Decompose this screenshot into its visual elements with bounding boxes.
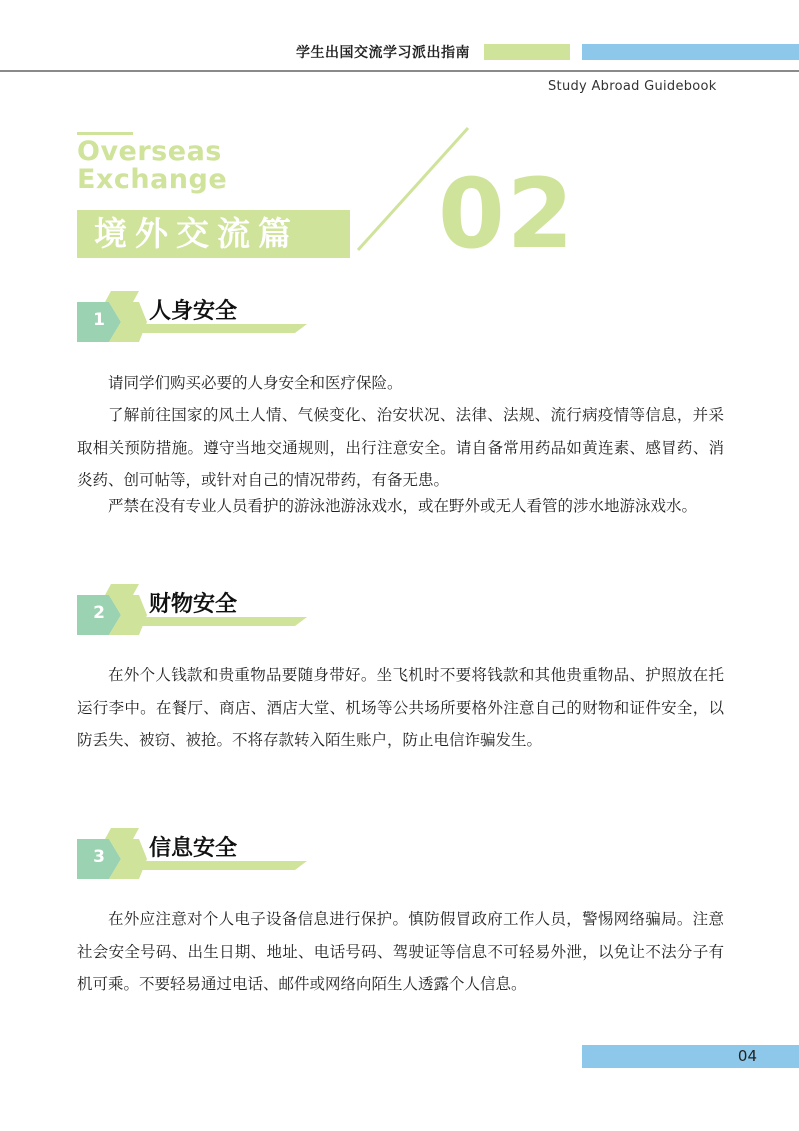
- header-divider: [0, 70, 799, 72]
- section-number: 3: [93, 847, 105, 867]
- section-heading-3: [77, 827, 317, 883]
- paragraph: 严禁在没有专业人员看护的游泳池游泳戏水，或在野外或无人看管的涉水地游泳戏水。: [108, 497, 698, 515]
- section-number: 1: [93, 310, 105, 330]
- chapter-english-title: Overseas Exchange: [77, 136, 228, 195]
- paragraph: 请同学们购买必要的人身安全和医疗保险。: [108, 374, 403, 392]
- section-title: 信息安全: [149, 836, 238, 861]
- section-title: 人身安全: [149, 299, 238, 324]
- section-title: 财物安全: [149, 592, 238, 617]
- chapter-number: 02: [438, 158, 576, 270]
- header-subtitle: Study Abroad Guidebook: [548, 79, 717, 94]
- paragraph: 在外个人钱款和贵重物品要随身带好。坐飞机时不要将钱款和其他贵重物品、护照放在托运行李中。在餐厅、商店、酒店大堂、机场等公共场所要格外注意自己的财物和证件安全，以防丢失、被窃、被抢。不将存款转入陌生账户，防止电信诈骗发生。: [77, 666, 724, 749]
- paragraph: 了解前往国家的风土人情、气候变化、治安状况、法律、法规、流行病疫情等信息，并采取相关预防措施。遵守当地交通规则，出行注意安全。请自备常用药品如黄连素、感冒药、消炎药、创可帖等，或针对自己的情况带药，有备无患。: [77, 406, 724, 489]
- header-green-bar: [484, 44, 570, 60]
- header-title: 学生出国交流学习派出指南: [296, 45, 470, 61]
- section-heading-2: [77, 583, 317, 639]
- section-number: 2: [93, 603, 105, 623]
- section-heading-1: [77, 290, 317, 346]
- header-blue-bar: [582, 44, 799, 60]
- chapter-deco-line: [77, 132, 133, 135]
- paragraph: 在外应注意对个人电子设备信息进行保护。慎防假冒政府工作人员，警惕网络骗局。注意社会安全号码、出生日期、地址、电话号码、驾驶证等信息不可轻易外泄，以免让不法分子有机可乘。不要轻易通过电话、邮件或网络向陌生人透露个人信息。: [77, 910, 724, 993]
- page-number: 04: [737, 1047, 757, 1065]
- chapter-chinese-title: 境外交流篇: [94, 214, 299, 253]
